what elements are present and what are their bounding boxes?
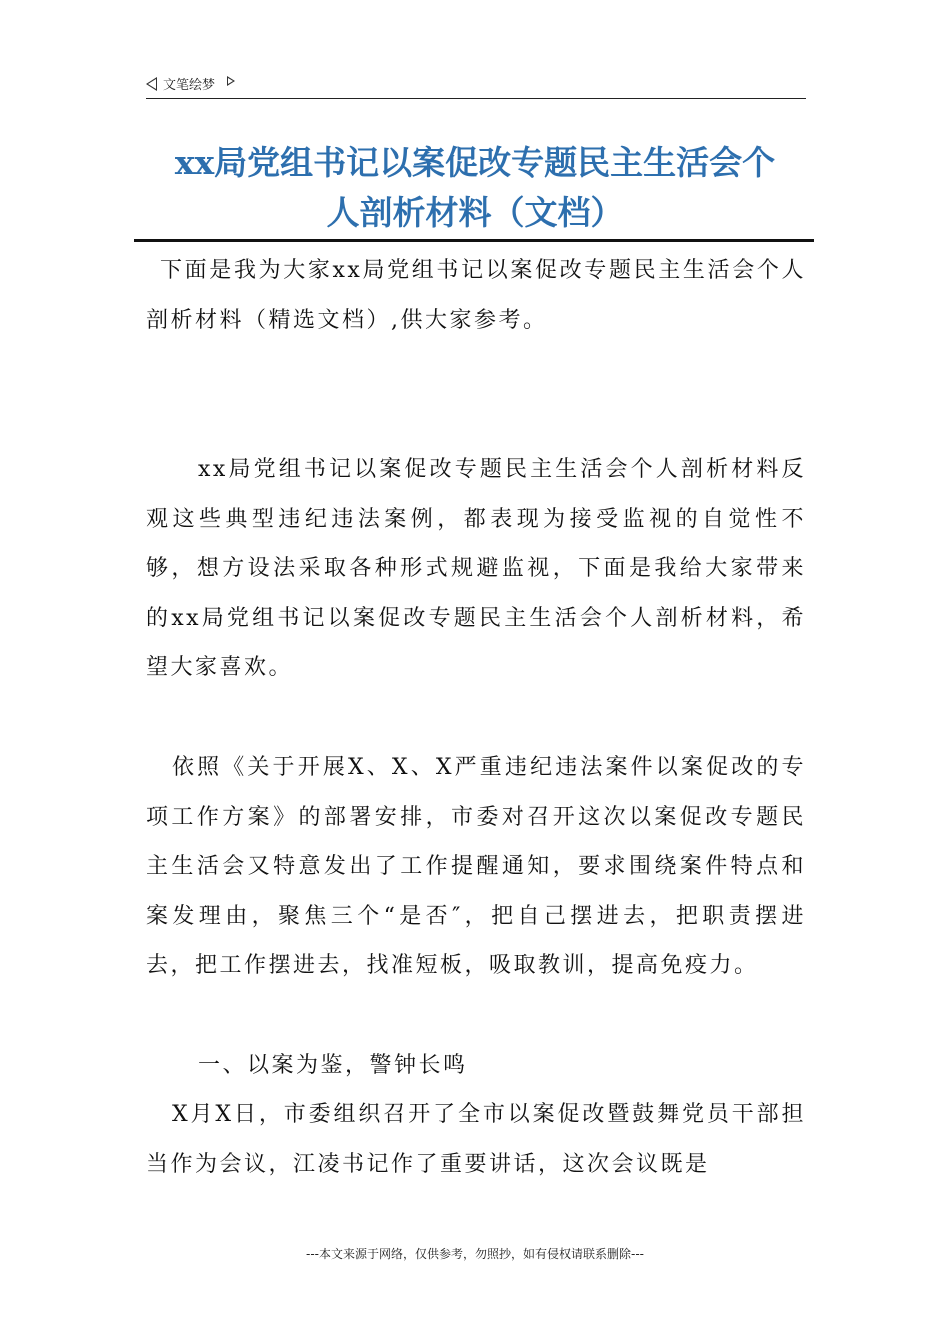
document-title	[130, 138, 820, 238]
body-paragraph-2: 依照《关于开展X、X、X严重违纪违法案件以案促改的专项工作方案》的部署安排，市委对召开这次以案促改专题民主生活会又特意发出了工作提醒通知，要求围绕案件特点和案发理由，聚焦三个“是否″，把自己摆进去，把职责摆进去，把工作摆进去，找准短板，吸取教训，提高免疫力。	[146, 755, 806, 978]
right-triangle-icon	[227, 76, 235, 86]
title-divider	[134, 239, 814, 242]
body-paragraph-3: X月X日，市委组织召开了全市以案促改暨鼓舞党员干部担当作为会议，江凌书记作了重要讲话，这次会议既是	[146, 1102, 806, 1177]
section-heading: 一、以案为鉴，警钟长鸣	[198, 1053, 468, 1078]
page-header	[146, 74, 806, 99]
left-triangle-icon	[146, 77, 157, 91]
intro-paragraph: 下面是我为大家xx局党组书记以案促改专题民主生活会个人剖析材料（精选文档）,供大家参考。	[146, 258, 806, 333]
header-brand	[146, 74, 235, 93]
page-footer: ---本文来源于网络，仅供参考，勿照抄，如有侵权请联系删除---	[306, 1247, 644, 1261]
title-line-1: xx局党组书记以案促改专题民主生活会个	[174, 143, 776, 182]
title-line-2: 人剖析材料（文档）	[326, 193, 624, 232]
brand-text: 文笔绘梦	[163, 78, 216, 93]
body-paragraph-1: xx局党组书记以案促改专题民主生活会个人剖析材料反观这些典型违纪违法案例，都表现为接受监视的自觉性不够，想方设法采取各种形式规避监视，下面是我给大家带来的xx局党组书记以案促改专题民主生活会个人剖析材料，希望大家喜欢。	[146, 457, 806, 680]
